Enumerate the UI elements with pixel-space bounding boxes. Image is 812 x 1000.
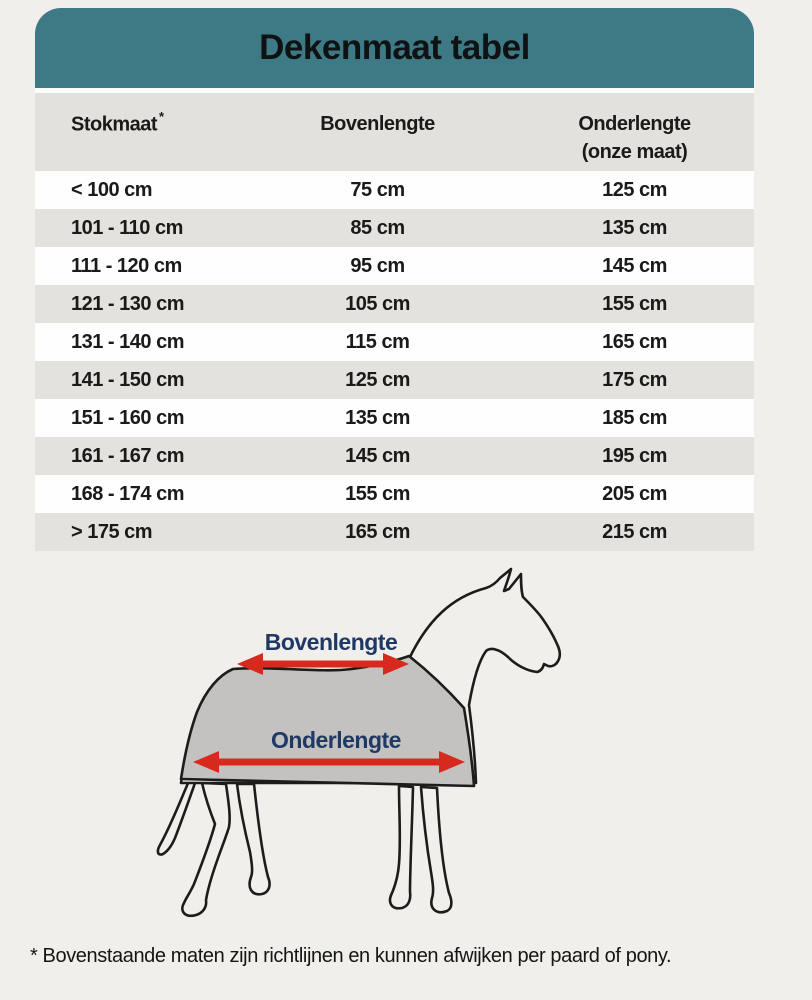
cell-onderlengte: 195 cm: [602, 445, 667, 467]
cell-onderlengte: 215 cm: [602, 521, 667, 543]
cell-bovenlengte: 105 cm: [345, 293, 410, 315]
cell-bovenlengte: 115 cm: [345, 331, 410, 353]
cell-bovenlengte: 95 cm: [350, 255, 405, 277]
cell-onderlengte: 145 cm: [602, 255, 667, 277]
table-header-row: [35, 93, 754, 171]
table-row: [35, 399, 754, 437]
horse-tail: [158, 781, 195, 855]
cell-onderlengte: 155 cm: [602, 293, 667, 315]
stokmaat-asterisk: *: [159, 109, 164, 124]
column-header-stokmaat: Stokmaat *: [71, 109, 164, 136]
title-banner: [35, 8, 754, 88]
cell-onderlengte: 185 cm: [602, 407, 667, 429]
horse-measurement-diagram: [0, 545, 812, 945]
cell-stokmaat: 151 - 160 cm: [71, 407, 184, 429]
cell-stokmaat: 168 - 174 cm: [71, 483, 184, 505]
onderlengte-label: Onderlengte: [271, 727, 401, 753]
table-row: [35, 247, 754, 285]
cell-onderlengte: 135 cm: [602, 217, 667, 239]
size-table-body: [35, 171, 754, 551]
cell-stokmaat: > 175 cm: [71, 521, 153, 543]
table-row: [35, 209, 754, 247]
cell-onderlengte: 175 cm: [602, 369, 667, 391]
cell-bovenlengte: 125 cm: [345, 369, 410, 391]
cell-bovenlengte: 135 cm: [345, 407, 410, 429]
horse-hind-leg-near: [182, 783, 229, 916]
footnote: * Bovenstaande maten zijn richtlijnen en kunnen afwijken per paard of pony.: [30, 945, 672, 967]
cell-stokmaat: 131 - 140 cm: [71, 331, 184, 353]
column-header-onderlengte: Onderlengte (onze maat): [515, 93, 754, 166]
cell-bovenlengte: 155 cm: [345, 483, 410, 505]
cell-stokmaat: 111 - 120 cm: [71, 255, 182, 277]
cell-stokmaat: 101 - 110 cm: [71, 217, 183, 239]
table-row: [35, 475, 754, 513]
cell-bovenlengte: 145 cm: [345, 445, 410, 467]
cell-bovenlengte: 85 cm: [350, 217, 405, 239]
horse-hind-leg-far: [237, 784, 270, 894]
horse-front-leg-far: [421, 787, 451, 912]
cell-stokmaat: 161 - 167 cm: [71, 445, 184, 467]
table-row: [35, 171, 754, 209]
cell-onderlengte: 125 cm: [602, 179, 667, 201]
cell-stokmaat: 141 - 150 cm: [71, 369, 184, 391]
cell-stokmaat: < 100 cm: [71, 179, 153, 201]
column-header-bovenlengte: Bovenlengte: [320, 113, 435, 135]
horse-blanket: [181, 656, 474, 786]
column-header-onderlengte-sub: (onze maat): [581, 141, 688, 163]
page-title: Dekenmaat tabel: [259, 28, 530, 67]
cell-onderlengte: 165 cm: [602, 331, 667, 353]
size-table: [35, 93, 754, 551]
table-row: [35, 361, 754, 399]
table-row: [35, 285, 754, 323]
cell-bovenlengte: 75 cm: [350, 179, 405, 201]
cell-bovenlengte: 165 cm: [345, 521, 410, 543]
table-row: [35, 437, 754, 475]
table-row: [35, 323, 754, 361]
bovenlengte-label: Bovenlengte: [264, 629, 398, 655]
cell-onderlengte: 205 cm: [602, 483, 667, 505]
horse-front-leg-near: [390, 786, 413, 908]
cell-stokmaat: 121 - 130 cm: [71, 293, 184, 315]
horse-diagram-svg: [0, 545, 812, 945]
